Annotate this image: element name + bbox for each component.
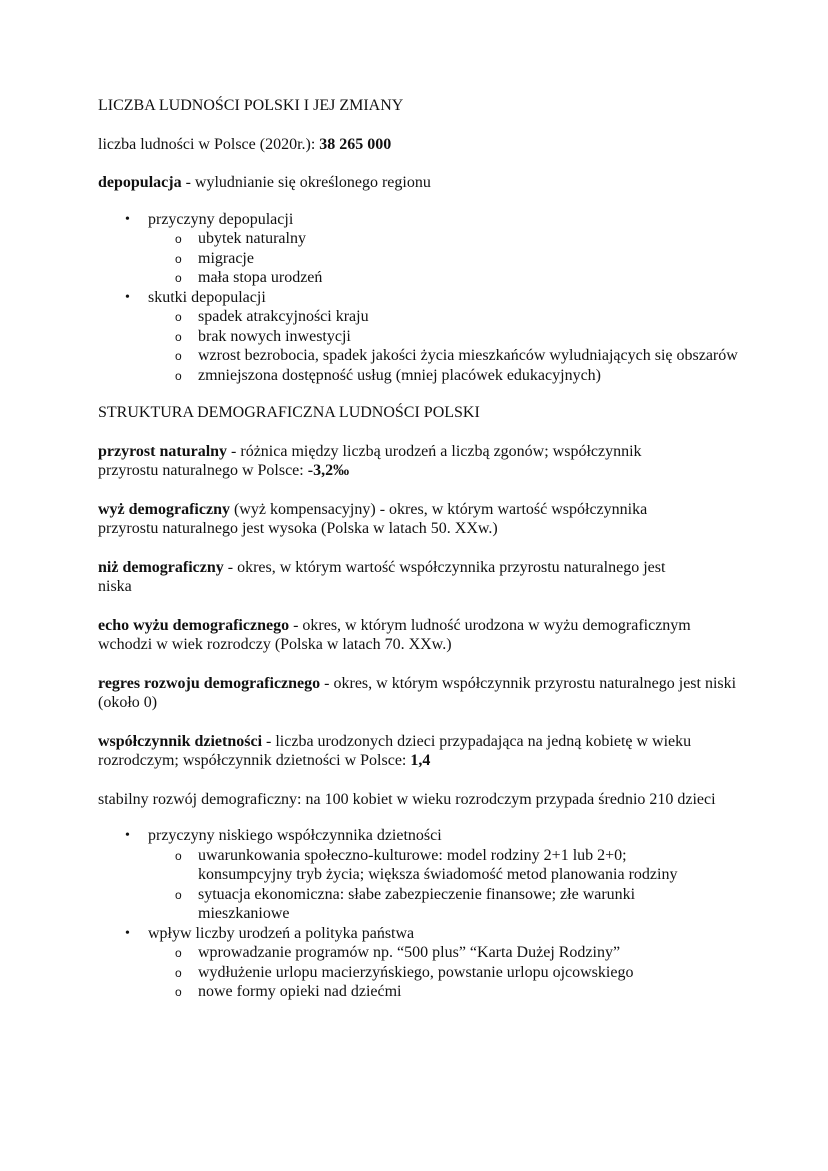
circle-bullet-icon: o bbox=[175, 985, 182, 999]
term: wyż demograficzny bbox=[98, 500, 230, 518]
circle-bullet-icon: o bbox=[175, 271, 182, 285]
circle-bullet-icon: o bbox=[175, 965, 182, 980]
definition-text: - liczba urodzonych dzieci przypadająca na jedną kobietę w wieku rozrodczym; współczynnik dzietności w Polsce: bbox=[98, 732, 692, 769]
sublist-item bbox=[148, 346, 758, 366]
list-item bbox=[98, 826, 738, 924]
definition-text: - okres, w którym ludność urodzona w wyżu demograficznym wchodzi w wiek rozrodczy (Polska w latach 70. XXw.) bbox=[98, 616, 691, 653]
list-item-label: skutki depopulacji bbox=[148, 288, 266, 306]
list-item bbox=[98, 288, 738, 386]
definition-text: - różnica między liczbą urodzeń a liczbą zgonów; współczynnik przyrostu naturalnego w Polsce: bbox=[98, 442, 642, 479]
definition-text: - okres, w którym wartość współczynnika przyrostu naturalnego jest niska bbox=[98, 558, 666, 595]
population-value: 38 265 000 bbox=[319, 135, 392, 153]
circle-bullet-icon: o bbox=[175, 251, 182, 266]
section-title-structure: STRUKTURA DEMOGRAFICZNA LUDNOŚCI POLSKI bbox=[98, 404, 480, 421]
list-item-label: przyczyny depopulacji bbox=[148, 210, 294, 228]
circle-bullet-icon: o bbox=[175, 848, 182, 863]
definition-value: 1,4 bbox=[410, 752, 431, 769]
bullet-icon: • bbox=[125, 925, 130, 941]
sublist-item bbox=[148, 307, 738, 327]
definition-fertility-rate bbox=[98, 732, 738, 771]
sublist-item bbox=[148, 268, 738, 288]
sublist-item-text: uwarunkowania społeczno-kulturowe: model rodziny 2+1 lub 2+0; konsumpcyjny tryb życia; większa świadomość metod planowania rodziny bbox=[198, 846, 678, 883]
definition-text: - okres, w którym współczynnik przyrostu naturalnego jest niski (około 0) bbox=[98, 674, 737, 711]
circle-bullet-icon: o bbox=[175, 232, 182, 246]
sublist-item bbox=[148, 982, 738, 1002]
definition-text: - wyludnianie się określonego regionu bbox=[181, 174, 431, 191]
circle-bullet-icon: o bbox=[175, 329, 182, 344]
definition-baby-boom bbox=[98, 500, 678, 539]
circle-bullet-icon: o bbox=[175, 887, 182, 902]
definition-depopulation bbox=[98, 173, 738, 193]
list-item bbox=[98, 210, 738, 288]
stable-development: stabilny rozwój demograficzny: na 100 kobiet w wieku rozrodczym przypada średnio 210 dzieci bbox=[98, 790, 716, 808]
sublist-item-text: wzrost bezrobocia, spadek jakości życia mieszkańców wyludniających się obszarów bbox=[198, 347, 738, 364]
circle-bullet-icon: o bbox=[175, 349, 182, 363]
term: echo wyżu demograficznego bbox=[98, 616, 290, 634]
term: współczynnik dzietności bbox=[98, 732, 263, 750]
definition-baby-bust bbox=[98, 558, 698, 597]
bullet-icon: • bbox=[125, 211, 130, 227]
sublist-item-text: sytuacja ekonomiczna: słabe zabezpieczenie finansowe; złe warunki mieszkaniowe bbox=[198, 885, 636, 922]
sublist-item bbox=[148, 943, 738, 963]
circle-bullet-icon: o bbox=[175, 368, 182, 383]
sublist-item bbox=[148, 229, 738, 249]
sublist-item bbox=[148, 846, 698, 885]
list-item bbox=[98, 924, 738, 1002]
sublist-item-text: wydłużenie urlopu macierzyńskiego, powstanie urlopu ojcowskiego bbox=[198, 963, 634, 981]
sublist bbox=[148, 846, 738, 924]
circle-bullet-icon: o bbox=[175, 946, 182, 960]
sublist-item-text: nowe formy opieki nad dziećmi bbox=[198, 983, 402, 1000]
sublist-item bbox=[148, 963, 738, 983]
sublist-item bbox=[148, 249, 738, 269]
sublist bbox=[148, 229, 738, 288]
term: regres rozwoju demograficznego bbox=[98, 674, 321, 692]
sublist bbox=[148, 307, 738, 385]
sublist-item bbox=[148, 327, 738, 347]
definition-value: -3,2‰ bbox=[307, 462, 350, 479]
depopulation-list bbox=[98, 210, 738, 386]
list-item-label: wpływ liczby urodzeń a polityka państwa bbox=[148, 924, 415, 942]
fertility-list bbox=[98, 826, 738, 1002]
term: depopulacja bbox=[98, 174, 182, 191]
sublist-item-text: zmniejszona dostępność usług (mniej placówek edukacyjnych) bbox=[198, 366, 601, 384]
sublist-item-text: spadek atrakcyjności kraju bbox=[198, 308, 369, 325]
bullet-icon: • bbox=[125, 289, 130, 305]
sublist-item-text: mała stopa urodzeń bbox=[198, 269, 323, 286]
term: przyrost naturalny bbox=[98, 442, 228, 460]
sublist-item-text: wprowadzanie programów np. “500 plus” “Karta Dużej Rodziny” bbox=[198, 944, 621, 961]
population-line bbox=[98, 135, 738, 155]
definition-natural-growth bbox=[98, 442, 678, 481]
circle-bullet-icon: o bbox=[175, 310, 182, 324]
sublist-item bbox=[148, 366, 738, 386]
definition-demographic-regress bbox=[98, 674, 738, 713]
document-page bbox=[98, 96, 738, 1002]
definition-echo-boom bbox=[98, 616, 728, 655]
term: niż demograficzny bbox=[98, 558, 224, 576]
sublist-item-text: ubytek naturalny bbox=[198, 230, 306, 247]
sublist-item bbox=[148, 885, 698, 924]
section-title-population: LICZBA LUDNOŚCI POLSKI I JEJ ZMIANY bbox=[98, 97, 404, 114]
sublist bbox=[148, 943, 738, 1002]
sublist-item-text: migracje bbox=[198, 249, 254, 267]
sublist-item-text: brak nowych inwestycji bbox=[198, 327, 351, 345]
bullet-icon: • bbox=[125, 828, 130, 843]
definition-text: (wyż kompensacyjny) - okres, w którym wartość współczynnika przyrostu naturalnego jest wysoka (Polska w latach 50. XXw.) bbox=[98, 500, 648, 537]
list-item-label: przyczyny niskiego współczynnika dzietności bbox=[148, 827, 442, 844]
population-label: liczba ludności w Polsce (2020r.): bbox=[98, 135, 320, 153]
